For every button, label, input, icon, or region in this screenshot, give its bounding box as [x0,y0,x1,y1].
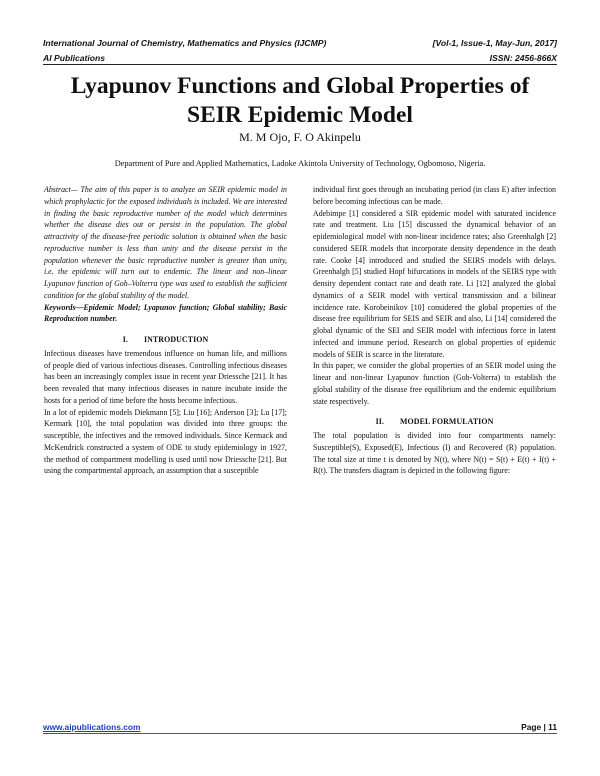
section-number: I. [122,335,128,344]
publisher-name: AI Publications [43,53,106,63]
paper-title [30,72,570,130]
affiliation: Department of Pure and Applied Mathematics, Ladoke Akintola University of Technology, Ogbomoso, Nigeria. [114,159,486,168]
section-title: INTRODUCTION [143,335,209,344]
title-line-2: SEIR Epidemic Model [187,102,413,128]
page-number: Page | 11 [521,722,557,732]
journal-name: International Journal of Chemistry, Mathematics and Physics (IJCMP) [43,38,327,48]
authors: M. M Ojo, F. O Akinpelu [239,130,361,144]
running-header-top [43,38,557,48]
intro-paragraph-4: Adebimpe [1] considered a SIR epidemic model with saturated incidence rate and treatment. Liu [15] discussed the dynamical behavior of an epidemiological model with non-linear incidence rates; also Greenhalgh [2] considered SEIR models that incorporate density dependence in the death rate. Cooke [4] introduced and studied the SEIRS models with delays. Greenhalgh [5] studied Hopf bifurcations in models of the SEIRS type with density dependent contact rate and death rate. Li [12] analyzed the global dynamics of a SEIR model with vertical transmission and a bilinear incidence rate. Korobeinikov [10] considered the global properties of the disease free equilibrium for SEIS and SEIR and also, Li [14] considered the global dynamic of the SEI and SEIR model with infectious force in latent infected and immune period. Research on global properties of epidemic models of SEIR is scarce in the literature. [313,208,556,359]
intro-paragraph-5: In this paper, we consider the global properties of an SEIR model using the linear and non-linear Lyapunov function (Goh-Volterra) to establish the global stability of the disease free equilibrium and the endemic equilibrium state respectively. [313,361,556,406]
publisher-url-link[interactable]: www.aipublications.com [43,722,141,732]
keywords: Keywords—Epidemic Model; Lyapunov function; Global stability; Basic Reproduction number. [44,302,287,324]
model-paragraph-1: The total population is divided into four compartments namely: Susceptible(S), Exposed(E), Infectious (I) and Recovered (R) population. The total size at time t is denoted by N(t), where N(t) = S(t) + E(t) + I(t) + R(t). The transfers diagram is depicted in the following figure: [313,431,556,476]
volume-issue: [Vol-1, Issue-1, May-Jun, 2017] [432,38,557,48]
section-heading-model-formulation [313,416,556,428]
section-title: MODEL FORMULATION [400,417,494,427]
section-heading-introduction [44,334,287,346]
issn: ISSN: 2456-866X [489,53,557,63]
abstract: Abstract— The aim of this paper is to analyze an SEIR epidemic model in which prophylactic for the exposed individuals is included. We are interested in finding the basic reproductive number of the model which determines whether the disease dies out or persist in the population. The global attractivity of the disease-free periodic solution is obtained when the basic reproductive number is less than unity and the disease persist in the population whenever the basic reproductive number is greater than unity, i.e. the epidemic will turn out to endemic. The linear and non–linear Lyapunov function of Goh–Volterra type was used to establish the sufficient condition for the global stability of the model. [44,185,287,300]
right-column [313,184,556,477]
section-number: II. [375,417,384,427]
page-footer [43,722,557,732]
header-divider [43,64,557,65]
footer-divider [43,733,557,734]
left-column [44,184,287,477]
intro-paragraph-2: In a lot of epidemic models Diekmann [5]; Liu [16]; Anderson [3]; Lu [17]; Kermark [10], the total population was divided into three groups: the susceptible, the infectives and the removed individuals. Since Kermack and McKendrick constructed a system of ODE to study epidemiology in 1927, the method of compartment modelling is used until now Driessche [21]. But using the compartmental approach, an assumption that a susceptible [44,407,287,476]
title-line-1: Lyapunov Functions and Global Properties of [70,73,530,99]
running-header-bottom [43,53,557,63]
intro-paragraph-3: individual first goes through an incubating period (in class E) after infection before becoming infectious can be made. [313,185,556,206]
intro-paragraph-1: Infectious diseases have tremendous influence on human life, and millions of people died of various infectious diseases. Controlling infectious diseases has been an increasingly complex issue in recent year Driessche [21]. It has been revealed that many infectious diseases in nature incubate inside the hosts for a period of time before the hosts become infectious. [44,348,287,405]
